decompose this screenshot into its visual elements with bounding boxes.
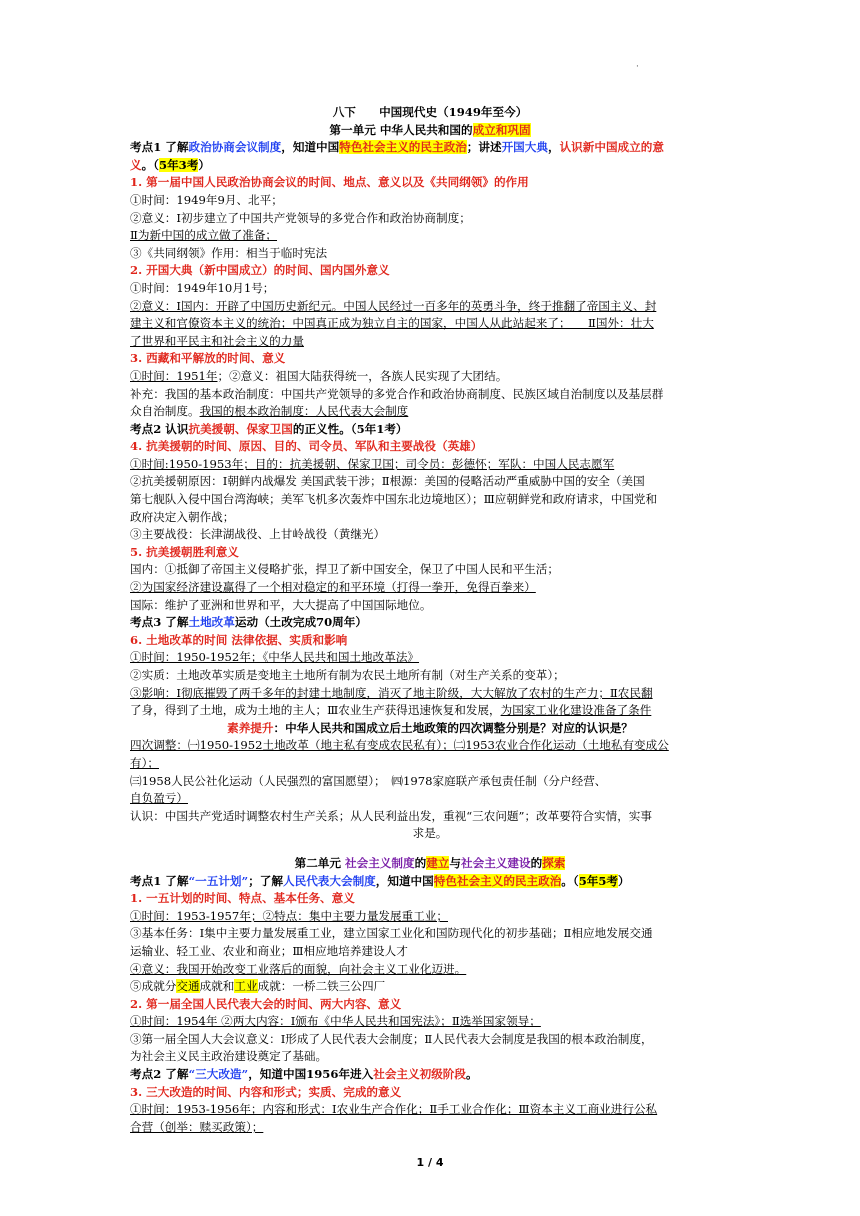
unit1-heading: 第一单元 中华人民共和国的成立和巩固 — [329, 122, 531, 137]
document-body — [130, 104, 730, 1136]
text-line: 补充：我国的基本政治制度：中国共产党领导的多党合作和政治协商制度、民族区域自治制度以及基层群 — [130, 386, 664, 401]
text-line: ①时间：1950-1952年；《中华人民共和国土地改革法》 — [130, 650, 420, 665]
text-line: 了世界和平民主和社会主义的力量 — [130, 333, 304, 348]
text-line: 四次调整：㈠1950-1952土地改革（地主私有变成农民私有）；㈡1953农业合作化运动（土地私有变成公 — [130, 738, 669, 753]
text-line: ③基本任务：Ⅰ集中主要力量发展重工业，建立国家工业化和国防现代化的初步基础；Ⅱ相应地发展交通 — [130, 926, 653, 941]
question-heading: 1. 一五计划的时间、特点、基本任务、意义 — [130, 891, 355, 906]
text-line: ④意义：我国开始改变工业落后的面貌，向社会主义工业化迈进。 — [130, 961, 467, 976]
unit2-kaodian1: 考点1 了解“一五计划”；了解人民代表大会制度，知道中国特色社会主义的民主政治。（5年5考） — [130, 873, 630, 888]
unit2-heading: 第二单元 社会主义制度的建立与社会主义建设的探索 — [294, 855, 566, 870]
text-line: ①时间：1949年9月、北平； — [130, 192, 283, 207]
question-heading: 3. 西藏和平解放的时间、意义 — [130, 351, 286, 366]
page-mark: · — [636, 62, 639, 72]
question-heading: 4. 抗美援朝的时间、原因、目的、司令员、军队和主要战役（英雄） — [130, 439, 483, 454]
unit2-kaodian2: 考点2 了解“三大改造”，知道中国1956年进入社会主义初级阶段。 — [130, 1067, 478, 1082]
text-line: 自负盈亏） — [130, 791, 188, 806]
unit1-kaodian3: 考点3 了解土地改革运动（土改完成70周年） — [130, 615, 367, 630]
unit1-kaodian2: 考点2 认识抗美援朝、保家卫国的正义性。（5年1考） — [130, 421, 408, 436]
text-line: 国际：维护了亚洲和世界和平，大大提高了中国国际地位。 — [130, 597, 432, 612]
page-title: 八下 中国现代史（1949年至今） — [332, 105, 528, 119]
text-line: ①时间：1949年10月1号； — [130, 280, 275, 295]
text-line: 素养提升：中华人民共和国成立后土地政策的四次调整分别是？对应的认识是？ — [227, 720, 633, 735]
text-line: 为社会主义民主政治建设奠定了基础。 — [130, 1049, 328, 1064]
text-line: 合营（创举：赎买政策）； — [130, 1119, 264, 1134]
text-line: 众自治制度。我国的根本政治制度：人民代表大会制度 — [130, 404, 409, 419]
text-line: 有）； — [130, 755, 159, 770]
text-line: ③第一届全国人大会议意义：Ⅰ形成了人民代表大会制度；Ⅱ人民代表大会制度是我国的根本政治制度， — [130, 1031, 653, 1046]
text-line: ①时间：1954年 ②两大内容：Ⅰ颁布《中华人民共和国宪法》；Ⅱ选举国家领导； — [130, 1014, 541, 1029]
text-line: ③影响：Ⅰ彻底摧毁了两千多年的封建土地制度，消灭了地主阶级，大大解放了农村的生产力；Ⅱ农民翻 — [130, 685, 653, 700]
text-line: ②意义：Ⅰ初步建立了中国共产党领导的多党合作和政治协商制度； — [130, 210, 471, 225]
text-line: ①时间：1951年；②意义：祖国大陆获得统一，各族人民实现了大团结。 — [130, 368, 508, 383]
text-line: 了身，得到了土地，成为土地的主人；Ⅲ农业生产获得迅速恢复和发展，为国家工业化建设准备了条件 — [130, 703, 652, 718]
text-line: ②为国家经济建设赢得了一个相对稳定的和平环境（打得一拳开，免得百拳来） — [130, 580, 536, 595]
page-number: 1 / 4 — [416, 1156, 444, 1169]
text-line: ①时间：1953-1956年；内容和形式：Ⅰ农业生产合作化；Ⅱ手工业合作化；Ⅲ资本主义工商业进行公私 — [130, 1102, 658, 1117]
text-line: Ⅱ为新中国的成立做了准备； — [130, 228, 278, 243]
text-line: ②抗美援朝原因：Ⅰ朝鲜内战爆发 美国武装干涉；Ⅱ根源：美国的侵略活动严重威胁中国的安全（美国 — [130, 474, 645, 489]
text-line: 国内：①抵御了帝国主义侵略扩张，捍卫了新中国安全，保卫了中国人民和平生活； — [130, 562, 559, 577]
text-line: ①时间:1950-1953年；目的：抗美援朝、保家卫国；司令员：彭德怀；军队：中国人民志愿军 — [130, 456, 615, 471]
text-line: ⑤成就分交通成就和工业成就：一桥二铁三公四厂 — [130, 979, 386, 994]
question-heading: 3. 三大改造的时间、内容和形式；实质、完成的意义 — [130, 1084, 402, 1099]
text-line: ③《共同纲领》作用：相当于临时宪法 — [130, 245, 328, 260]
question-heading: 6. 土地改革的时间 法律依据、实质和影响 — [130, 632, 348, 647]
text-line: ㈢1958人民公社化运动（人民强烈的富国愿望）； ㈣1978家庭联产承包责任制（分户经营、 — [130, 773, 607, 788]
question-heading: 2. 开国大典（新中国成立）的时间、国内国外意义 — [130, 263, 390, 278]
text-line: 政府决定入朝作战； — [130, 509, 235, 524]
text-line: 运输业、轻工业、农业和商业；Ⅲ相应地培养建设人才 — [130, 943, 408, 958]
question-heading: 5. 抗美援朝胜利意义 — [130, 544, 239, 559]
text-line: ②意义：Ⅰ国内：开辟了中国历史新纪元。中国人民经过一百多年的英勇斗争，终于推翻了帝国主义、封 — [130, 298, 657, 313]
question-heading: 1. 第一届中国人民政治协商会议的时间、地点、意义以及《共同纲领》的作用 — [130, 175, 529, 190]
text-line: 建主义和官僚资本主义的统治；中国真正成为独立自主的国家，中国人从此站起来了； Ⅱ国外：壮大 — [130, 316, 654, 331]
text-line: 第七舰队入侵中国台湾海峡；美军飞机多次轰炸中国东北边境地区）；Ⅲ应朝鲜党和政府请求，中国党和 — [130, 492, 658, 507]
text-line: ①时间：1953-1957年；②特点：集中主要力量发展重工业； — [130, 908, 448, 923]
text-line: ③主要战役：长津湖战役、上甘岭战役（黄继光） — [130, 527, 386, 542]
unit1-kaodian1: 考点1 了解政治协商会议制度，知道中国特色社会主义的民主政治；讲述开国大典，认识新中国成立的意 — [130, 140, 664, 155]
text-line: 求是。 — [412, 826, 448, 841]
question-heading: 2. 第一届全国人民代表大会的时间、两大内容、意义 — [130, 996, 402, 1011]
text-line: 认识：中国共产党适时调整农村生产关系；从人民利益出发，重视“三农问题”；改革要符合实情，实事 — [130, 808, 652, 823]
text-line: ②实质：土地改革实质是变地主土地所有制为农民土地所有制（对生产关系的变革）； — [130, 668, 565, 682]
unit1-kaodian1-cont: 义。（5年3考） — [130, 157, 210, 172]
